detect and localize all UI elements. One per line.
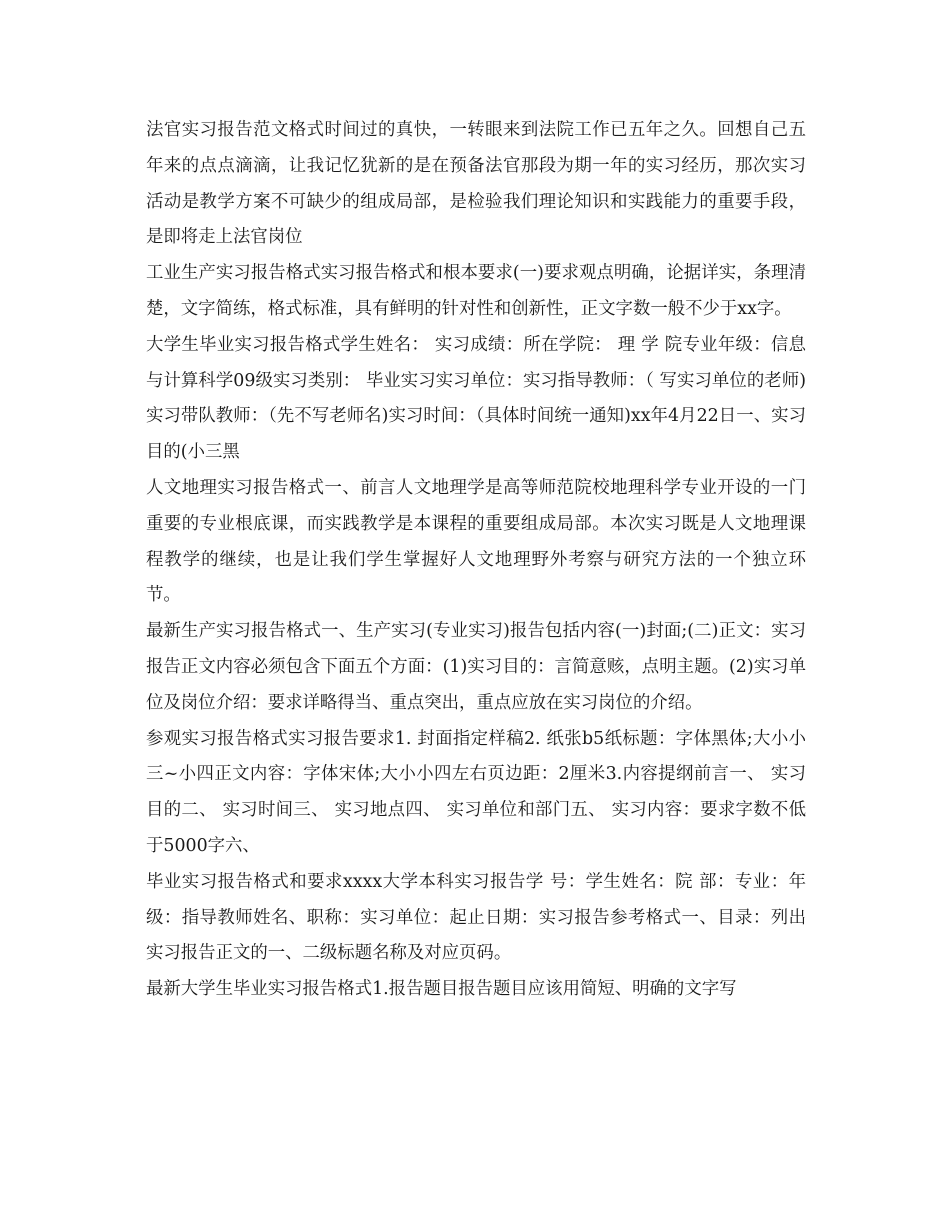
paragraph-human-geography: 人文地理实习报告格式一、前言人文地理学是高等师范院校地理科学专业开设的一门重要的专业根底课，而实践教学是本课程的重要组成局部。本次实习既是人文地理课程教学的继续，也是让我们学生掌握好人文地理野外考察与研究方法的一个独立环节。 — [146, 477, 806, 606]
paragraph-latest-graduate-format: 最新大学生毕业实习报告格式1.报告题目报告题目应该用简短、明确的文字写 — [146, 979, 737, 1000]
paragraph-production-internship: 最新生产实习报告格式一、生产实习(专业实习)报告包括内容(一)封面;(二)正文：实习报告正文内容必须包含下面五个方面：(1)实习目的：言简意赅，点明主题。(2)实习单位及岗位介绍：要求详略得当、重点突出，重点应放在实习岗位的介绍。 — [146, 621, 806, 713]
paragraph-industrial-internship: 工业生产实习报告格式实习报告格式和根本要求(一)要求观点明确，论据详实，条理清楚，文字简练，格式标准，具有鲜明的针对性和创新性，正文字数一般不少于xx字。 — [146, 263, 806, 319]
paragraph-graduation-requirements: 毕业实习报告格式和要求xxxx大学本科实习报告学 号：学生姓名：院 部：专业：年 级：指导教师姓名、职称：实习单位：起止日期：实习报告参考格式一、目录：列出实习报告正文的一、二级标题名称及对应页码。 — [146, 871, 806, 964]
paragraph-graduate-internship: 大学生毕业实习报告格式学生姓名： 实习成绩：所在学院： 理 学 院专业年级：信息与计算科学09级实习类别： 毕业实习实习单位：实习指导教师：（ 写实习单位的老师)实习带队教师：（先不写老师名)实习时间：（具体时间统一通知)xx年4月22日一、实习目的(小三黑 — [146, 334, 806, 463]
document-body — [146, 113, 806, 1008]
paragraph-judge-internship: 法官实习报告范文格式时间过的真快，一转眼来到法院工作已五年之久。回想自己五年来的点点滴滴，让我记忆犹新的是在预备法官那段为期一年的实习经历，那次实习活动是教学方案不可缺少的组成局部，是检验我们理论知识和实践能力的重要手段，是即将走上法官岗位 — [146, 120, 806, 248]
paragraph-visit-internship: 参观实习报告格式实习报告要求1. 封面指定样稿2. 纸张b5纸标题：字体黑体;大小小三~小四正文内容：字体宋体;大小小四左右页边距：2厘米3.内容提纲前言一、 实习目的二、 实习时间三、 实习地点四、 实习单位和部门五、 实习内容：要求字数不低于5000字六、 — [146, 728, 806, 856]
